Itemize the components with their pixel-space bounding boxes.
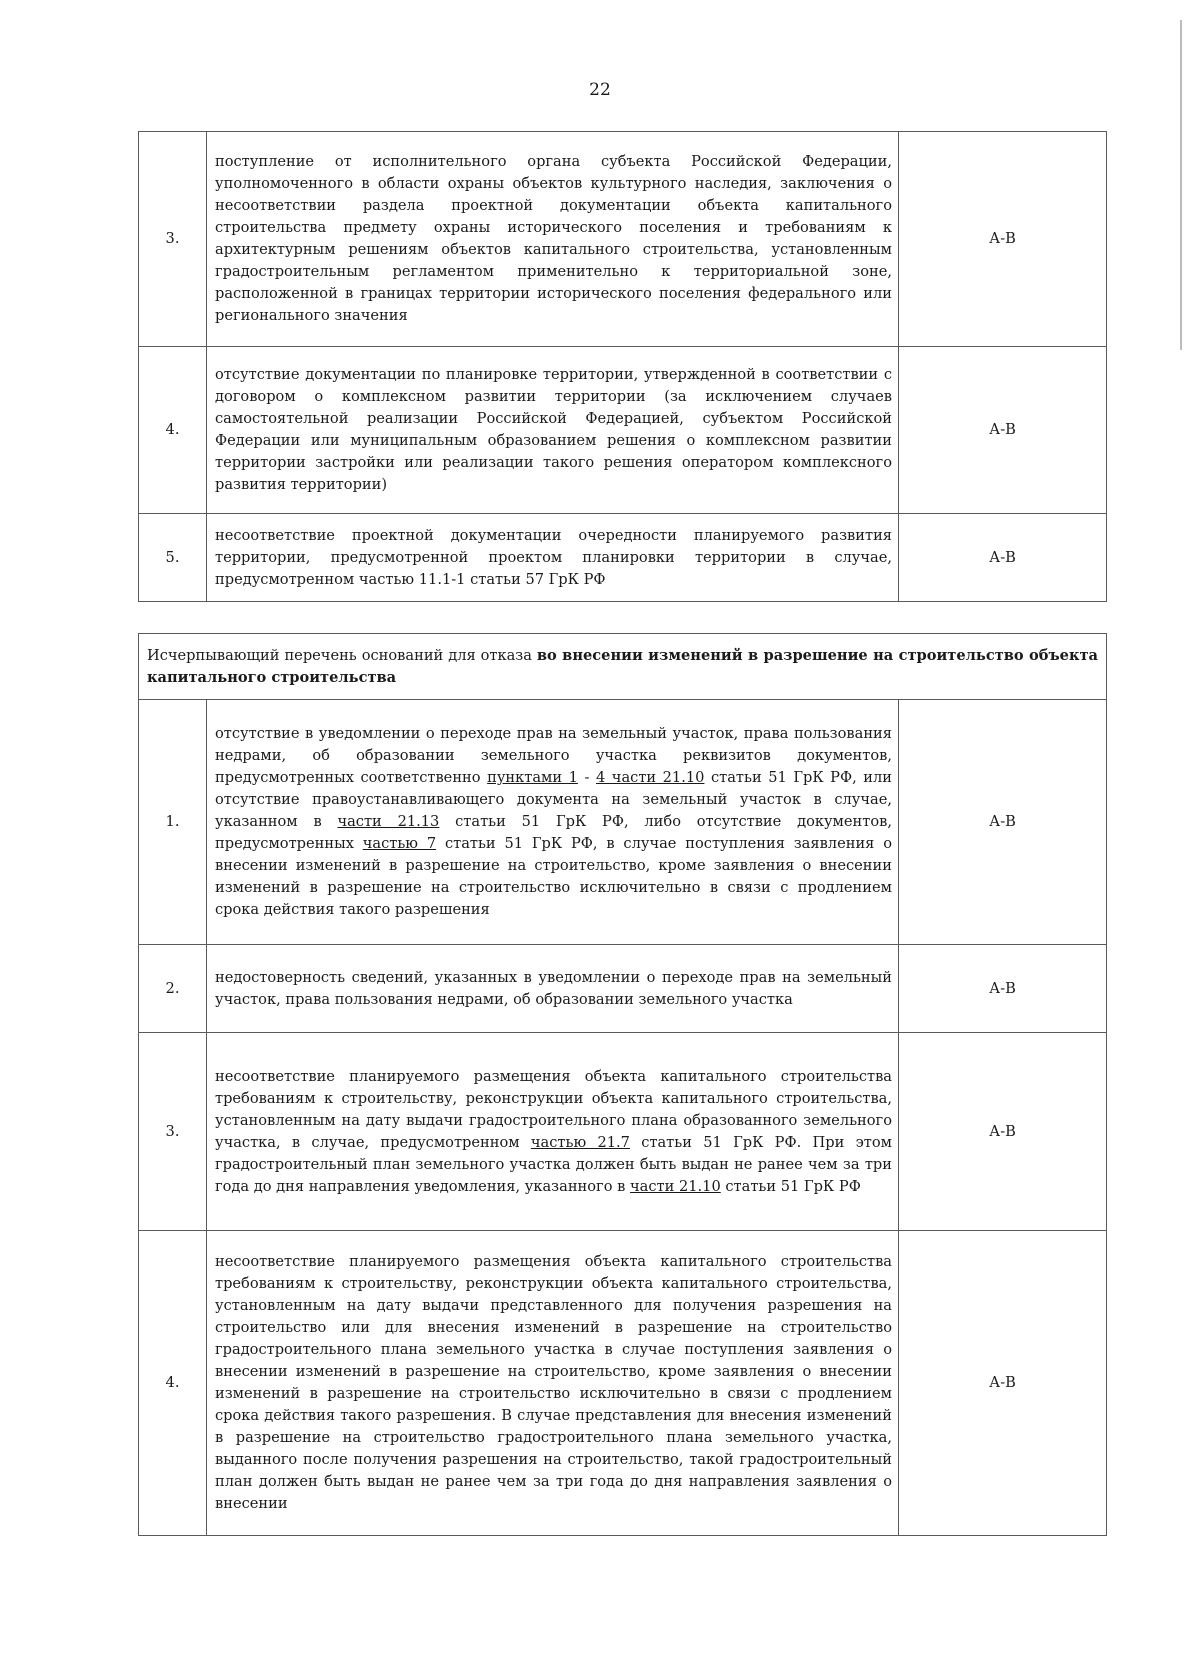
row-code: А-В	[899, 1231, 1107, 1536]
law-link[interactable]: пунктами 1	[487, 769, 578, 786]
text-run: статьи 51 ГрК РФ	[720, 1177, 861, 1195]
table-row	[139, 1231, 1107, 1536]
table-heading	[139, 634, 1107, 700]
table-row	[139, 514, 1107, 602]
text-run: статьи 51 ГрК РФ, в случае поступления заявления о внесении изменений в разрешение на строительство, кроме заявления о внесении изменений в разрешение на строительство исключительно в связи с продлением срока действия такого разрешения	[215, 835, 892, 918]
law-link[interactable]: частью 21.7	[530, 1133, 630, 1151]
table-row	[139, 700, 1107, 945]
row-text	[207, 1033, 899, 1231]
table-row	[139, 945, 1107, 1033]
row-number: 4.	[139, 1231, 207, 1536]
text-run: несоответствие планируемого размещения объекта капитального строительства требованиям к строительству, реконструкции объекта капитального строительства, установленным на дату выдачи градостроительного плана образованного земельного участка, в случае, предусмотренном	[215, 1067, 892, 1151]
text-run: -	[577, 769, 596, 786]
row-text: отсутствие документации по планировке территории, утвержденной в соответствии с договором о комплексном развитии территории (за исключением случаев самостоятельной реализации Российской Федерацией, субъектом Российской Федерации или муниципальным образованием решения о комплексном развитии территории застройки или реализации такого решения оператором комплексного развития территории)	[207, 347, 899, 514]
row-text: несоответствие проектной документации очередности планируемого развития территории, предусмотренной проектом планировки территории в случае, предусмотренном частью 11.1-1 статьи 57 ГрК РФ	[207, 514, 899, 602]
text-run: статьи 51 ГрК РФ, либо отсутствие документов, предусмотренных	[215, 813, 892, 852]
law-link[interactable]: 4 части 21.10	[595, 769, 705, 786]
text-run: статьи 51 ГрК РФ, или отсутствие правоустанавливающего документа на земельный участок в случае, указанном в	[215, 769, 892, 830]
row-number: 5.	[139, 514, 207, 602]
grounds-table-continued	[138, 131, 1107, 602]
heading-bold: во внесении изменений в разрешение на строительство объекта капитального строительства	[147, 646, 1099, 686]
text-run: статьи 51 ГрК РФ. При этом градостроительный план земельного участка должен быть выдан не ранее чем за три года до дня направления уведомления, указанного в	[215, 1133, 892, 1195]
law-link[interactable]: части 21.13	[337, 813, 440, 830]
row-number: 1.	[139, 700, 207, 945]
row-number: 4.	[139, 347, 207, 514]
row-code: А-В	[899, 132, 1107, 347]
page-number: 22	[589, 80, 611, 100]
row-text: несоответствие планируемого размещения объекта капитального строительства требованиям к строительству, реконструкции объекта капитального строительства, установленным на дату выдачи представленного для получения разрешения на строительство или для внесения изменений в разрешение на строительство градостроительного плана земельного участка в случае поступления заявления о внесении изменений в разрешение на строительство, кроме заявления о внесении изменений в разрешение на строительство исключительно в связи с продлением срока действия такого разрешения. В случае представления для внесения изменений в разрешение на строительство градостроительного плана земельного участка, выданного после получения разрешения на строительство, такой градостроительный план должен быть выдан не ранее чем за три года до дня направления заявления о внесении	[207, 1231, 899, 1536]
amendment-refusal-table	[138, 633, 1107, 1536]
text-run: отсутствие в уведомлении о переходе прав на земельный участок, права пользования недрами, об образовании земельного участка реквизитов документов, предусмотренных соответственно	[215, 725, 892, 786]
row-code: А-В	[899, 945, 1107, 1033]
table-row	[139, 1033, 1107, 1231]
law-link[interactable]: частью 7	[362, 835, 437, 852]
row-code: А-В	[899, 700, 1107, 945]
row-code: А-В	[899, 1033, 1107, 1231]
row-number: 3.	[139, 1033, 207, 1231]
row-number: 3.	[139, 132, 207, 347]
row-text: недостоверность сведений, указанных в уведомлении о переходе прав на земельный участок, права пользования недрами, об образовании земельного участка	[207, 945, 899, 1033]
table-row	[139, 347, 1107, 514]
row-text	[207, 700, 899, 945]
table-row	[139, 132, 1107, 347]
row-code: А-В	[899, 347, 1107, 514]
law-link[interactable]: части 21.10	[630, 1177, 721, 1195]
row-text: поступление от исполнительного органа субъекта Российской Федерации, уполномоченного в области охраны объектов культурного наследия, заключения о несоответствии раздела проектной документации объекта капитального строительства предмету охраны исторического поселения и требованиям к архитектурным решениям объектов капитального строительства, установленным градостроительным регламентом применительно к территориальной зоне, расположенной в границах территории исторического поселения федерального или регионального значения	[207, 132, 899, 347]
row-number: 2.	[139, 945, 207, 1033]
row-code: А-В	[899, 514, 1107, 602]
scan-edge-mark	[1180, 20, 1182, 350]
table-header-row	[139, 634, 1107, 700]
heading-plain: Исчерпывающий перечень оснований для отказа	[147, 646, 537, 664]
